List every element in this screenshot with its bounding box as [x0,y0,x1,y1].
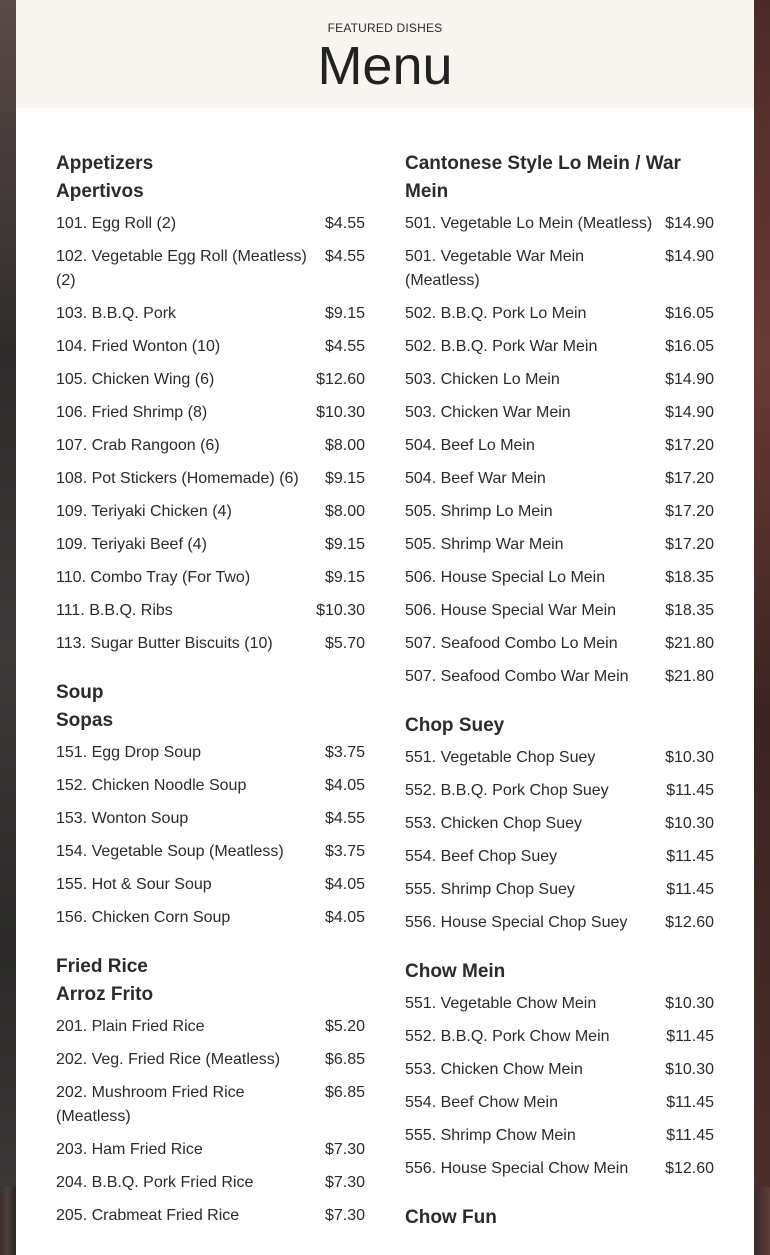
menu-section-chow-mein [405,958,714,1181]
menu-item [405,992,714,1016]
menu-item-name: 556. House Special Chop Suey [405,914,628,931]
menu-item-list [56,1015,365,1228]
section-title: Sopas [56,710,114,731]
menu-item [405,665,714,689]
menu-item [56,599,365,623]
section-title: Apertivos [56,181,144,202]
menu-item-name: 507. Seafood Combo War Mein [405,668,629,685]
menu-item [56,632,365,656]
right-column [405,150,714,1255]
menu-item [56,1171,365,1195]
menu-item-list [405,992,714,1181]
menu-item-price: $11.45 [666,1028,714,1045]
menu-item-name: 506. House Special War Mein [405,602,617,619]
menu-item-price: $6.85 [324,1084,365,1101]
menu-item-name: 556. House Special Chow Mein [405,1160,629,1177]
menu-item-price: $7.30 [324,1207,365,1224]
menu-item [56,906,365,930]
menu-item-name: 502. B.B.Q. Pork War Mein [405,338,598,355]
menu-item [56,533,365,557]
menu-item-price: $11.45 [666,881,714,898]
menu-item-price: $4.05 [324,909,365,926]
menu-section-fried-rice [56,953,365,1228]
menu-item-name: 551. Vegetable Chow Mein [405,995,597,1012]
menu-item-name: 551. Vegetable Chop Suey [405,749,596,766]
menu-item [405,779,714,803]
menu-item-list [405,212,714,689]
menu-item [56,467,365,491]
menu-item-price: $10.30 [665,1061,714,1078]
menu-item-name: 103. B.B.Q. Pork [56,305,177,322]
menu-item [405,212,714,236]
menu-item-price: $21.80 [665,635,714,652]
section-title: Chow Mein [405,961,506,982]
section-title: Arroz Frito [56,984,154,1005]
menu-item-price: $14.90 [665,248,714,265]
menu-item [56,1015,365,1039]
page-title: Menu [317,36,453,96]
left-column [56,150,365,1255]
section-title: Chow Fun [405,1207,497,1228]
menu-item [405,335,714,359]
menu-item-name: 155. Hot & Sour Soup [56,876,212,893]
menu-item-price: $6.85 [324,1051,365,1068]
menu-item-price: $4.55 [324,215,365,232]
menu-item-price: $10.30 [316,602,365,619]
menu-item-price: $10.30 [665,749,714,766]
menu-item [405,746,714,770]
menu-item [56,1081,365,1129]
menu-section-cantonese-style-lo-mein-war-mein [405,150,714,689]
menu-item-list [56,741,365,930]
menu-item-price: $11.45 [666,1127,714,1144]
background-left [0,0,16,1187]
menu-item-price: $18.35 [665,602,714,619]
menu-item-price: $11.45 [666,848,714,865]
menu-item-name: 506. House Special Lo Mein [405,569,606,586]
menu-item-name: 553. Chicken Chop Suey [405,815,582,832]
menu-item-price: $17.20 [665,437,714,454]
menu-item-name: 109. Teriyaki Chicken (4) [56,503,232,520]
menu-item [405,911,714,935]
menu-item-price: $17.20 [665,503,714,520]
menu-item [56,807,365,831]
menu-item [405,302,714,326]
menu-item [405,845,714,869]
menu-item-name: 201. Plain Fried Rice [56,1018,205,1035]
menu-item [56,1048,365,1072]
menu-item-price: $10.30 [665,995,714,1012]
menu-item-price: $5.20 [324,1018,365,1035]
menu-item-price: $12.60 [665,914,714,931]
menu-card [16,0,754,1228]
menu-item-name: 203. Ham Fried Rice [56,1141,203,1158]
menu-item [56,302,365,326]
section-title: Soup [56,682,104,703]
menu-item-name: 102. Vegetable Egg Roll (Meatless) (2) [56,248,307,289]
menu-item [405,1025,714,1049]
menu-item-price: $7.30 [324,1174,365,1191]
menu-item-name: 505. Shrimp War Mein [405,536,564,553]
menu-item [405,1157,714,1181]
menu-item-name: 503. Chicken War Mein [405,404,571,421]
menu-item-price: $4.55 [324,338,365,355]
menu-item-name: 501. Vegetable Lo Mein (Meatless) [405,215,653,232]
menu-item [56,741,365,765]
menu-item-name: 554. Beef Chop Suey [405,848,558,865]
menu-item-price: $4.05 [324,876,365,893]
menu-item-name: 555. Shrimp Chow Mein [405,1127,576,1144]
menu-item-price: $18.35 [665,569,714,586]
section-title: Fried Rice [56,956,148,977]
menu-item-list [405,746,714,935]
menu-item-name: 110. Combo Tray (For Two) [56,569,251,586]
menu-item-name: 151. Egg Drop Soup [56,744,201,761]
menu-item-name: 202. Mushroom Fried Rice (Meatless) [56,1084,245,1125]
menu-item [405,812,714,836]
menu-item-name: 554. Beef Chow Mein [405,1094,558,1111]
menu-item-name: 502. B.B.Q. Pork Lo Mein [405,305,587,322]
eyebrow-label: FEATURED DISHES [327,21,443,35]
menu-item-price: $12.60 [316,371,365,388]
menu-item-name: 154. Vegetable Soup (Meatless) [56,843,284,860]
menu-item [405,1124,714,1148]
menu-item-price: $3.75 [324,843,365,860]
menu-item-name: 156. Chicken Corn Soup [56,909,231,926]
menu-item-price: $8.00 [324,503,365,520]
background-right [754,0,770,1187]
menu-item [56,335,365,359]
menu-item-price: $14.90 [665,404,714,421]
menu-item-price: $3.75 [324,744,365,761]
menu-item-list [56,212,365,656]
menu-item-price: $10.30 [316,404,365,421]
menu-item-name: 504. Beef Lo Mein [405,437,535,454]
menu-item [56,1138,365,1162]
menu-item-price: $17.20 [665,470,714,487]
menu-item-name: 501. Vegetable War Mein (Meatless) [405,248,585,289]
menu-item-name: 113. Sugar Butter Biscuits (10) [56,635,273,652]
menu-item [405,599,714,623]
menu-item-name: 108. Pot Stickers (Homemade) (6) [56,470,299,487]
menu-item-price: $9.15 [324,305,365,322]
menu-item-price: $10.30 [665,815,714,832]
menu-item-name: 106. Fried Shrimp (8) [56,404,208,421]
menu-item [405,500,714,524]
menu-item-price: $9.15 [324,470,365,487]
menu-item-name: 101. Egg Roll (2) [56,215,177,232]
menu-item [405,533,714,557]
menu-item [56,212,365,236]
menu-item-name: 105. Chicken Wing (6) [56,371,215,388]
menu-item [405,1058,714,1082]
menu-item [56,840,365,864]
menu-item-price: $5.70 [324,635,365,652]
section-title: Chop Suey [405,715,505,736]
menu-item-price: $7.30 [324,1141,365,1158]
menu-item-name: 505. Shrimp Lo Mein [405,503,553,520]
menu-item-price: $9.15 [324,569,365,586]
menu-columns [56,150,714,1255]
menu-item-name: 111. B.B.Q. Ribs [56,602,173,619]
menu-item-price: $16.05 [665,338,714,355]
menu-item-price: $4.55 [324,248,365,265]
menu-item [56,774,365,798]
menu-item-name: 553. Chicken Chow Mein [405,1061,583,1078]
menu-item [56,368,365,392]
menu-item-name: 107. Crab Rangoon (6) [56,437,220,454]
menu-item-name: 204. B.B.Q. Pork Fried Rice [56,1174,254,1191]
menu-item-name: 152. Chicken Noodle Soup [56,777,247,794]
menu-item-price: $9.15 [324,536,365,553]
menu-item-price: $4.55 [324,810,365,827]
menu-item-name: 552. B.B.Q. Pork Chow Mein [405,1028,610,1045]
menu-item [405,1091,714,1115]
menu-item [405,632,714,656]
menu-item-name: 552. B.B.Q. Pork Chop Suey [405,782,609,799]
menu-section-soup [56,679,365,930]
menu-section-chop-suey [405,712,714,935]
menu-item-name: 109. Teriyaki Beef (4) [56,536,207,553]
menu-item [405,434,714,458]
menu-item-name: 153. Wonton Soup [56,810,189,827]
menu-item [405,245,714,293]
section-title: Cantonese Style Lo Mein / War Mein [405,153,681,202]
menu-item-price: $17.20 [665,536,714,553]
menu-item-price: $8.00 [324,437,365,454]
menu-item [56,245,365,293]
menu-item-price: $4.05 [324,777,365,794]
menu-item [56,500,365,524]
menu-item [405,401,714,425]
menu-item-name: 507. Seafood Combo Lo Mein [405,635,618,652]
menu-item-name: 555. Shrimp Chop Suey [405,881,575,898]
menu-item [56,401,365,425]
menu-item [56,434,365,458]
menu-item-name: 503. Chicken Lo Mein [405,371,560,388]
menu-item-price: $11.45 [666,1094,714,1111]
menu-item-price: $12.60 [665,1160,714,1177]
menu-item [56,566,365,590]
menu-item-price: $11.45 [666,782,714,799]
menu-item-price: $21.80 [665,668,714,685]
menu-item [405,878,714,902]
menu-item [56,1204,365,1228]
menu-item-price: $16.05 [665,305,714,322]
menu-item-name: 504. Beef War Mein [405,470,546,487]
menu-section-appetizers [56,150,365,656]
menu-section-chow-fun [405,1204,714,1232]
menu-item-name: 205. Crabmeat Fried Rice [56,1207,240,1224]
menu-item-price: $14.90 [665,371,714,388]
menu-item-name: 202. Veg. Fried Rice (Meatless) [56,1051,281,1068]
menu-item-name: 104. Fried Wonton (10) [56,338,221,355]
menu-header [16,0,754,108]
menu-item [405,467,714,491]
menu-item-price: $14.90 [665,215,714,232]
menu-item [405,566,714,590]
section-title: Appetizers [56,153,154,174]
menu-item [405,368,714,392]
menu-item [56,873,365,897]
